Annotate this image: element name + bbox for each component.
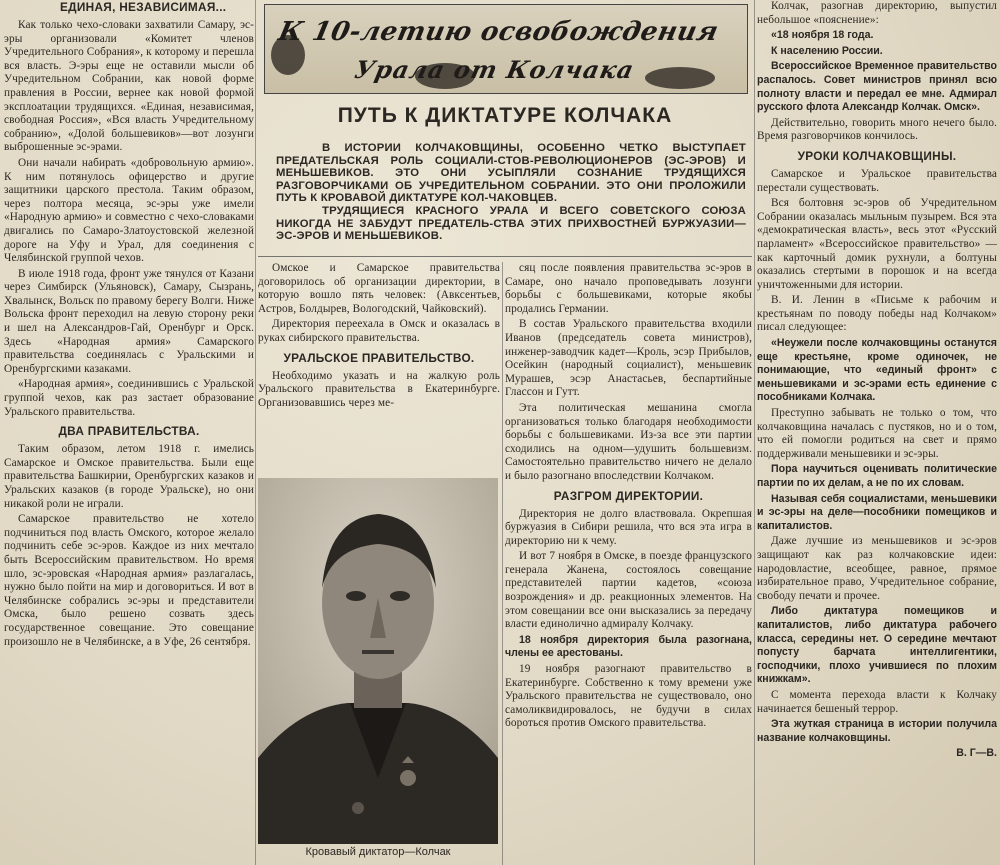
quote-line: К населению России.: [771, 44, 883, 57]
article-paragraph: 19 ноября разогнают правительство в Екатеринбурге. Собственно к тому времени уже Уральского правительства не существовало, оно самоликвидировалось, не будучи в силах бороться против Омского правительства.: [505, 663, 752, 730]
author-signature: В. Г—В.: [956, 747, 997, 760]
lead-paragraph: В ИСТОРИИ КОЛЧАКОВЩИНЫ, ОСОБЕННО ЧЕТКО ВЫСТУПАЕТ ПРЕДАТЕЛЬСКАЯ РОЛЬ СОЦИАЛИ-СТОВ-РЕВОЛЮЦИОНЕРОВ (ЭС-ЭРОВ) И МЕНЬШЕВИКОВ. ЭТО ОНИ УСЫПЛЯЛИ СОЗНАНИЕ ТРУДЯЩИХСЯ РАЗГОВОРЧИКАМИ ОБ УЧРЕДИТЕЛЬНОМ СОБРАНИИ. ЭТО ОНИ ПРОЛОЖИЛИ ПУТЬ К КРОВАВОЙ ДИКТАТУРЕ КОЛ-ЧАКОВЦЕВ.: [276, 142, 746, 205]
banner-ornament: [645, 67, 715, 89]
center-article: [258, 0, 752, 865]
article-paragraph: Даже лучшие из меньшевиков и эс-эров защищают как раз колчаковские идеи: народовластие, всеобщее, равное, прямое избирательное право, Учредительное собрание, свободу печати и прочее.: [757, 535, 997, 602]
portrait-image: [258, 478, 498, 844]
banner-line-1: К 10-летию освобождения: [275, 17, 722, 47]
left-column: [4, 0, 254, 865]
section-heading-ural-government: УРАЛЬСКОЕ ПРАВИТЕЛЬСТВО.: [283, 350, 475, 365]
kolchak-portrait: [258, 478, 498, 865]
quote-line: Называя себя социалистами, меньшевики и эс-эры на деле—пособники помещиков и капиталистов.: [757, 492, 997, 532]
article-paragraph: Необходимо указать и на жалкую роль Уральского правительства в Екатеринбурге. Организовавшись через ме-: [258, 369, 500, 409]
article-paragraph: Как только чехо-словаки захватили Самару, эс-эры организовали «Комитет членов Учредительного Собрания», к которому и перешла вся власть. Э-эры еще не оставили мысли об Учредительном Собрании, как новой форме правления в России, вернее как новой формой эксплоатации трудящихся. «Единая, независимая, свободная Россия», «Вся власть Учредительному собранию», «Долой большевиков»—вот лозунги выброшенные эс-эрами.: [4, 19, 254, 154]
article-paragraph: Эта политическая мешанина смогла организоваться только благодаря необходимости борьбы с большевиками. Из-за все эти партии сходились на одном—удушить большевизм. Самостоятельно правительство ничего не делало и было разогнано впоследствии Колчаком.: [505, 401, 752, 482]
section-heading-united: ЕДИНАЯ, НЕЗАВИСИМАЯ...: [60, 0, 227, 14]
right-column: [757, 0, 997, 865]
article-paragraph: Колчак, разогнав директорию, выпустил небольшое «пояснение»:: [757, 0, 997, 26]
column-divider: [754, 0, 755, 865]
column-divider: [502, 262, 503, 865]
article-paragraph: И вот 7 ноября в Омске, в поезде французского генерала Жанена, состоялось совещание представителей партии кадетов, «союза возрождения» и др. реакционных элементов. На этом совещании все они высказались за передачу власти единолично адмиралу Колчаку.: [505, 550, 752, 631]
quote-line: Пора научиться оценивать политические партии по их делам, а не по их словам.: [757, 463, 997, 489]
article-paragraph: Самарское и Уральское правительства перестали существовать.: [757, 167, 997, 194]
article-paragraph: Директория не долго властвовала. Окрепшая буржуазия в Сибири решила, что вся эта игра в директорию ни к чему.: [505, 507, 752, 547]
column-divider: [255, 0, 256, 865]
article-paragraph: сяц после появления правительства эс-эров в Самаре, оно начало проповедывать лозунги борьбы с большевиками, которые якобы продались Германии.: [505, 262, 752, 315]
article-paragraph: Вся болтовня эс-эров об Учредительном Собрании оказалась мыльным пузырем. Вся эта «демократическая власть», весь этот «Русский парламент» «Всероссийское правительство» — как карточный домик рухнули, а болтуны оказались стертыми в порошок и на всегда уничтоженными для истории.: [757, 197, 997, 291]
portrait-caption: Кровавый диктатор—Колчак: [305, 846, 451, 858]
article-paragraph: В июле 1918 года, фронт уже тянулся от Казани через Симбирск (Ульяновск), Самару, Сызрань, Хвалынск, Вольск по правому берегу Волги. Ниже Вольска фронт переходил на левую сторону реки и шел на Александров-Гай, Оренбург и Орск. Здесь «Народная армия» Самарского правительства соединялась с Уральскими и Оренбургскими казаками.: [4, 267, 254, 375]
column-c: [505, 262, 752, 865]
article-paragraph-bold: 18 ноября директория была разогнана, члены ее арестованы.: [505, 633, 752, 660]
article-paragraph: «Народная армия», соединившись с Уральской группой чехов, как раз застает образование Уральского правительства.: [4, 378, 254, 418]
article-paragraph: С момента перехода власти к Колчаку начинается бешеный террор.: [757, 688, 997, 715]
quote-line: Эта жуткая страница в истории получила название колчаковщины.: [757, 718, 997, 744]
article-paragraph: Самарское правительство не хотело подчиниться под власть Омского, которое желало подчинить себе эс-эров. Каждое из них мечтало быть Всероссийским правительством. Но время шло, эс-эровская «Народная армия» разлагалась, нужно было пойти на мир и договориться. И вот в Челябинске собрались эс-эры и представители Омска, было решено созвать здесь государственное совещание. Это совещание произошло не в Челябинске, а в Уфе, 26 сентября.: [4, 513, 254, 648]
lead-paragraph: ТРУДЯЩИЕСЯ КРАСНОГО УРАЛА И ВСЕГО СОВЕТСКОГО СОЮЗА НИКОГДА НЕ ЗАБУДУТ ПРЕДАТЕЛЬ-СТВА ЭТИХ ПРИХВОСТНЕЙ БУРЖУАЗИИ—ЭС-ЭРОВ И МЕНЬШЕВИКОВ.: [276, 204, 746, 243]
quote-line: «18 ноября 18 года.: [771, 29, 874, 42]
article-paragraph: В. И. Ленин в «Письме к рабочим и крестьянам по поводу победы над Колчаком» писал следующее:: [757, 294, 997, 334]
anniversary-banner: [264, 4, 748, 94]
article-paragraph: Директория переехала в Омск и оказалась в руках сибирского правительства.: [258, 318, 500, 344]
article-paragraph: Преступно забывать не только о том, что колчаковщина началась с пустяков, но и о том, что ей помогли родиться на свет и прямо поддерживали меньшевики и эс-эры.: [757, 407, 997, 460]
article-paragraph: Действительно, говорить много нечего было. Время разговорчиков кончилось.: [757, 116, 997, 143]
article-paragraph: Они начали набирать «добровольную армию». К ним потянулось офицерство и другие защитники царского престола. Таким образом, через полтора месяца, эс-эры уже имели «Народную армию» и совместно с чехо-словаками двигались по Самаро-Златоустовской железной дороге на Уфу и Урал, для соединения с Челябинской группой чехов.: [4, 156, 254, 265]
quote-line: «Неужели после колчаковщины останутся еще крестьяне, кроме одиночек, не понимающие, что «единый фронт» с меньшевиками и эс-эрами есть единение с пособниками Колчака.: [757, 337, 997, 404]
section-heading-directory: РАЗГРОМ ДИРЕКТОРИИ.: [553, 488, 704, 503]
banner-line-2: Урала от Колчака: [351, 55, 638, 84]
quote-line: Либо диктатура помещиков и капиталистов, либо диктатура рабочего класса, середины нет. О середине мечтают попусту барчата интеллигентики, господчики, плохо учившиеся по плохим книжкам».: [757, 605, 997, 686]
article-paragraph: В состав Уральского правительства входили Иванов (председатель совета министров), инженер-заводчик кадет—Кроль, эсэр Прибылов, Осейкин (народный социалист), меньшевик Мурашев, эсэр Анастасьев, беспартийные Глассон и Гутт.: [505, 318, 752, 399]
article-title: ПУТЬ К ДИКТАТУРЕ КОЛЧАКА: [337, 104, 673, 127]
article-paragraph: Омское и Самарское правительства договорилось об организации директории, в которую вошло пять человек: (Авксентьев, Астров, Болдырев, Вологодский, Чайковский).: [258, 262, 500, 315]
column-b-top: [258, 262, 500, 470]
horizontal-divider: [258, 256, 752, 257]
section-heading-two-governments: ДВА ПРАВИТЕЛЬСТВА.: [58, 424, 200, 439]
section-heading-lessons: УРОКИ КОЛЧАКОВЩИНЫ.: [797, 148, 957, 163]
article-paragraph: Таким образом, летом 1918 г. имелись Самарское и Омское правительства. Были еще правительства Башкирии, Оренбургских казаков и Уральских казаков (в городе Уральске), но они никакой роли не играли.: [4, 443, 254, 510]
article-lead: [276, 142, 746, 243]
quote-line: Всероссийское Временное правительство распалось. Совет министров принял всю полноту власти и передал ее мне. Адмирал русского флота Александр Колчак. Омск».: [757, 60, 997, 114]
